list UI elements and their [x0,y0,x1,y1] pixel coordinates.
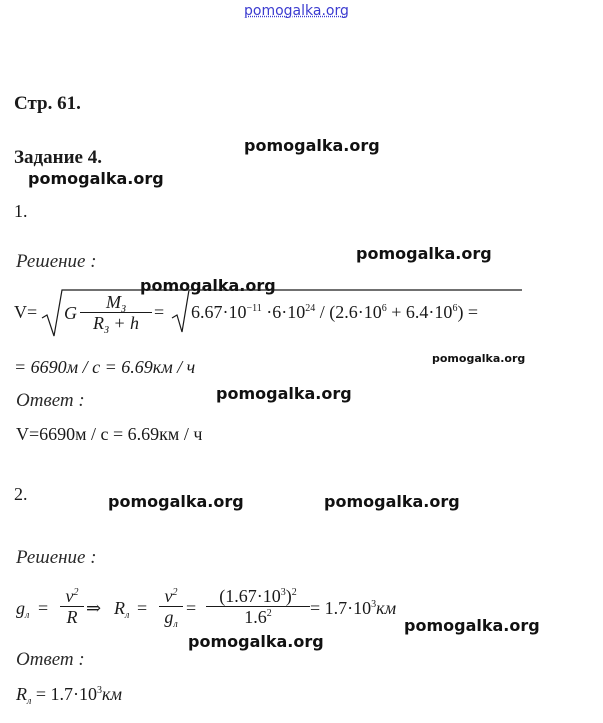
watermark: pomogalka.org [356,244,492,263]
watermark: pomogalka.org [108,492,244,511]
problem-1-number: 1. [14,201,28,221]
watermark: pomogalka.org [140,276,276,295]
problem-2-number: 2. [14,484,28,504]
watermark: pomogalka.org [404,616,540,635]
solution-2-label: Решение : [16,547,97,568]
solution-1-label: Решение : [16,251,97,272]
watermark: pomogalka.org [28,169,164,188]
answer-1-label: Ответ : [16,390,85,411]
answer-2-label: Ответ : [16,649,85,670]
task-label: Задание 4. [14,147,102,168]
watermark: pomogalka.org [216,384,352,403]
answer-1: V=6690м / с = 6.69км / ч [16,424,203,444]
fraction-mass-radius: $M_З$ $R_З + h$ [80,292,152,333]
formula-1-result: = 6690м / с = 6.69км / ч [14,357,196,377]
watermark: pomogalka.org [432,352,526,365]
watermark: pomogalka.org [188,632,324,651]
answer-2: $R_л = 1.7\cdot 10^3км$ [16,684,122,707]
watermark: pomogalka.org [324,492,460,511]
watermark: pomogalka.org [244,136,380,155]
page-label: Стр. 61. [14,93,81,114]
watermark-top[interactable]: pomogalka.org [244,3,349,19]
